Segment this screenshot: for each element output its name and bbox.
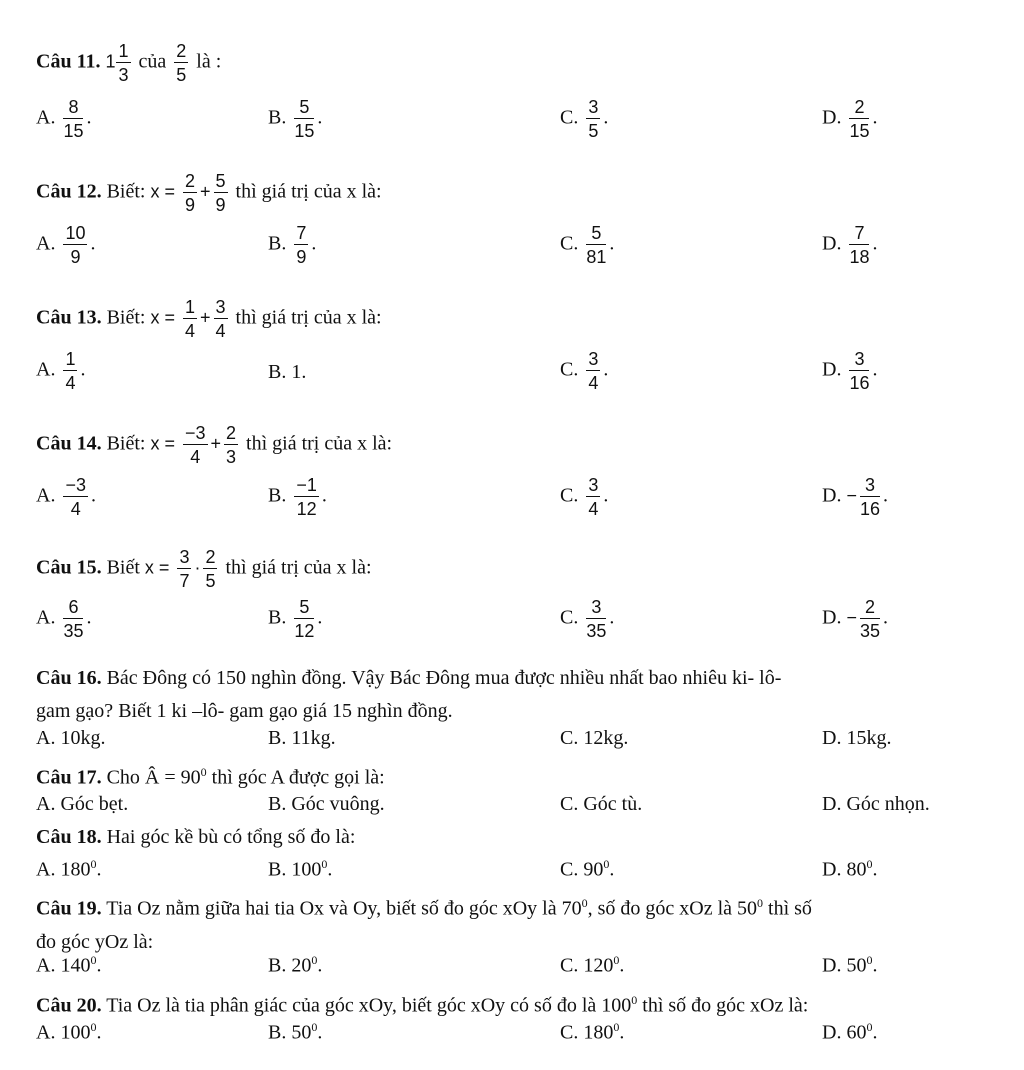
- option-a[interactable]: A. Góc bẹt.: [36, 793, 129, 815]
- fraction: $\frac{2}{5}$: [205, 547, 216, 591]
- question-12: Câu 12. Biết: x = $\frac{2}{9}$ + $\frac{5}{9}$ thì giá trị của x là:: [36, 171, 382, 215]
- fraction: $\frac{3}{4}$: [215, 297, 226, 341]
- option-d[interactable]: D. $60^0$.: [822, 1020, 878, 1044]
- question-label: Câu 15.: [36, 556, 102, 579]
- option-d[interactable]: D. $50^0$.: [822, 953, 878, 977]
- option-c[interactable]: C. $\frac{3}{5}$ .: [560, 97, 609, 141]
- question-17: Câu 17. Cho Â = $90^0$ thì góc A được gọi là:: [36, 765, 385, 789]
- option-b[interactable]: B. $\frac{-1}{12}$ .: [268, 475, 327, 519]
- question-13: Câu 13. Biết: x = $\frac{1}{4}$ + $\frac{3}{4}$ thì giá trị của x là:: [36, 297, 382, 341]
- option-a[interactable]: A. $180^0$.: [36, 857, 102, 881]
- option-a[interactable]: A. $\frac{10}{9}$ .: [36, 223, 96, 267]
- question-16: Câu 16. Bác Đông có 150 nghìn đồng. Vậy Bác Đông mua được nhiều nhất bao nhiêu ki- lô- gam gạo? Biết 1 ki –lô- gam gạo giá 15 nghìn đồng.: [36, 667, 782, 722]
- question-15: Câu 15. Biết x = $\frac{3}{7}$ · $\frac{2}{5}$ thì giá trị của x là:: [36, 547, 372, 591]
- question-label: Câu 17.: [36, 766, 102, 789]
- option-b[interactable]: B. $\frac{7}{9}$ .: [268, 223, 317, 267]
- option-c[interactable]: C. $\frac{3}{4}$ .: [560, 349, 609, 393]
- option-d[interactable]: D. $\frac{3}{16}$ .: [822, 349, 878, 393]
- mixed-whole: 1: [105, 51, 116, 72]
- option-c[interactable]: C. $120^0$.: [560, 953, 625, 977]
- fraction: $\frac{-3}{4}$: [184, 423, 206, 467]
- option-b[interactable]: B. $\frac{5}{15}$ .: [268, 97, 323, 141]
- option-c[interactable]: C. $90^0$.: [560, 857, 615, 881]
- question-label: Câu 12.: [36, 180, 102, 203]
- question-label: Câu 13.: [36, 306, 102, 329]
- fraction: $\frac{2}{9}$: [184, 171, 195, 215]
- option-a[interactable]: A. $140^0$.: [36, 953, 102, 977]
- option-c[interactable]: C. $\frac{3}{35}$ .: [560, 597, 615, 641]
- question-19: Câu 19. Tia Oz nằm giữa hai tia Ox và Oy, biết số đo góc xOy là $70^0$, số đo góc xOz là $50^0$ thì số đo góc yOz là:: [36, 896, 812, 953]
- option-b[interactable]: B. Góc vuông.: [268, 793, 385, 815]
- option-d[interactable]: D. 15kg.: [822, 727, 892, 749]
- option-d[interactable]: D. $\frac{7}{18}$ .: [822, 223, 878, 267]
- question-label: Câu 19.: [36, 897, 102, 920]
- option-b[interactable]: B. $100^0$.: [268, 857, 333, 881]
- question-label: Câu 14.: [36, 432, 102, 455]
- option-d[interactable]: D. − $\frac{3}{16}$ .: [822, 475, 888, 519]
- question-label: Câu 16.: [36, 667, 102, 689]
- question-14: Câu 14. Biết: x = $\frac{-3}{4}$ + $\frac{2}{3}$ thì giá trị của x là:: [36, 423, 393, 467]
- option-b[interactable]: B. $50^0$.: [268, 1020, 323, 1044]
- option-d[interactable]: D. Góc nhọn.: [822, 793, 930, 815]
- fraction: $\frac{2}{3}$: [226, 423, 237, 467]
- option-a[interactable]: A. $\frac{-3}{4}$ .: [36, 475, 96, 519]
- option-a[interactable]: A. 10kg.: [36, 727, 106, 749]
- fraction: $\frac{1}{3}$: [118, 41, 129, 85]
- option-c[interactable]: C. $\frac{3}{4}$ .: [560, 475, 609, 519]
- option-a[interactable]: A. $\frac{1}{4}$ .: [36, 349, 86, 393]
- option-b[interactable]: B. 11kg.: [268, 727, 336, 749]
- option-a[interactable]: A. $100^0$.: [36, 1020, 102, 1044]
- option-a[interactable]: A. $\frac{8}{15}$ .: [36, 97, 92, 141]
- option-c[interactable]: C. Góc tù.: [560, 793, 643, 815]
- option-d[interactable]: D. $\frac{2}{15}$ .: [822, 97, 878, 141]
- question-label: Câu 11.: [36, 50, 101, 73]
- option-c[interactable]: C. $\frac{5}{81}$ .: [560, 223, 615, 267]
- fraction: $\frac{5}{9}$: [215, 171, 226, 215]
- question-label: Câu 18.: [36, 826, 102, 848]
- option-b[interactable]: B. $20^0$.: [268, 953, 323, 977]
- option-b[interactable]: B. $\frac{5}{12}$ .: [268, 597, 323, 641]
- question-20: Câu 20. Tia Oz là tia phân giác của góc xOy, biết góc xOy có số đo là $100^0$ thì số đo góc xOz là:: [36, 993, 809, 1017]
- option-c[interactable]: C. 12kg.: [560, 727, 629, 749]
- question-label: Câu 20.: [36, 994, 102, 1017]
- option-d[interactable]: D. $80^0$.: [822, 857, 878, 881]
- question-11: Câu 11. 1 $\frac{1}{3}$ của $\frac{2}{5}$ là :: [36, 41, 222, 85]
- option-c[interactable]: C. $180^0$.: [560, 1020, 625, 1044]
- question-18: Câu 18. Hai góc kề bù có tổng số đo là:: [36, 826, 356, 848]
- fraction: $\frac{1}{4}$: [184, 297, 195, 341]
- fraction: $\frac{3}{7}$: [179, 547, 190, 591]
- option-d[interactable]: D. − $\frac{2}{35}$ .: [822, 597, 888, 641]
- option-b[interactable]: B. 1.: [268, 361, 307, 383]
- fraction: $\frac{2}{5}$: [176, 41, 187, 85]
- option-a[interactable]: A. $\frac{6}{35}$ .: [36, 597, 92, 641]
